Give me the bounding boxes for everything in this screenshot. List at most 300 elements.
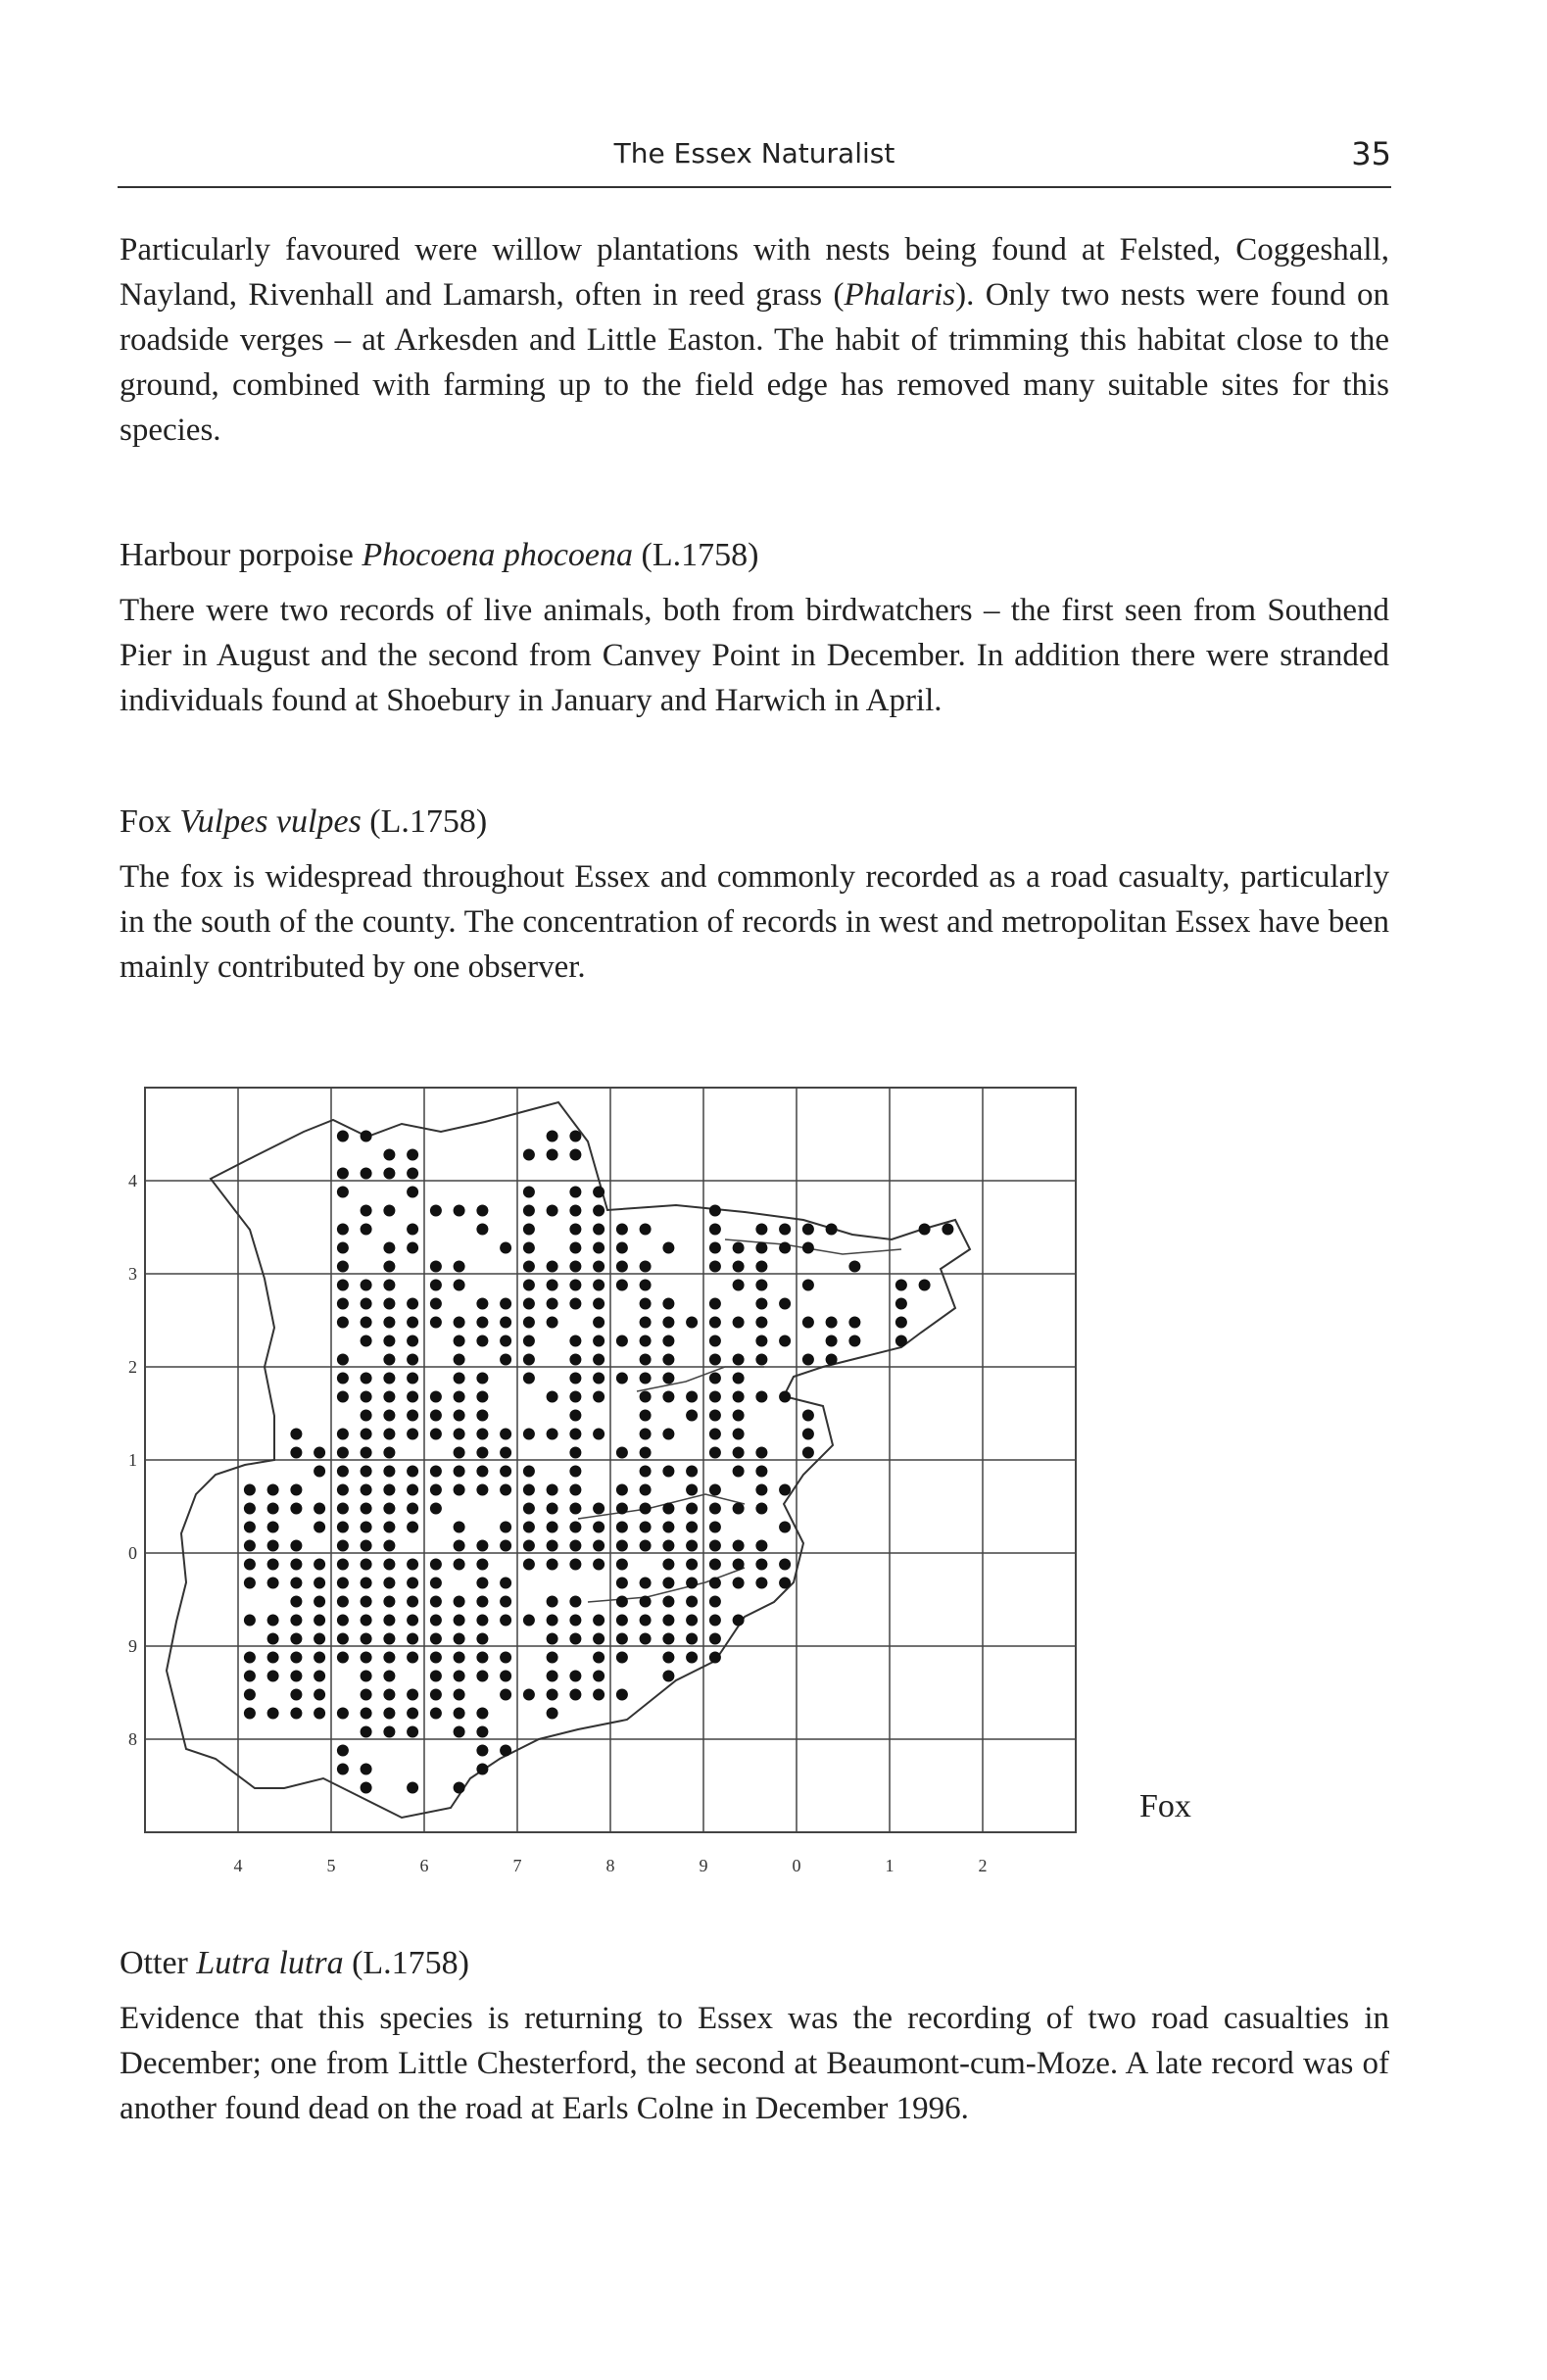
record-dot: [802, 1354, 814, 1366]
record-dot: [337, 1131, 349, 1142]
record-dot: [569, 1280, 581, 1291]
x-axis-label: 0: [792, 1856, 801, 1875]
record-dot: [616, 1447, 628, 1459]
record-dot: [500, 1484, 511, 1496]
heading-fox: [120, 803, 487, 841]
record-dot: [361, 1782, 372, 1794]
record-dot: [361, 1522, 372, 1533]
record-dot: [337, 1522, 349, 1533]
paragraph-harbour-porpoise: There were two records of live animals, both from birdwatchers – the first seen from Southend Pier in August and the second from Canvey Point in December. In addition there were stranded individuals found at Shoebury in January and Harwich in April.: [120, 593, 1389, 718]
heading-harbour-porpoise: [120, 537, 758, 574]
record-dot: [755, 1242, 767, 1254]
record-dot: [547, 1559, 558, 1571]
record-dot: [361, 1410, 372, 1422]
record-dot: [569, 1261, 581, 1273]
record-dot: [383, 1671, 395, 1682]
record-dot: [569, 1373, 581, 1384]
record-dot: [361, 1540, 372, 1552]
record-dot: [593, 1540, 604, 1552]
record-dot: [686, 1391, 698, 1403]
record-dot: [314, 1578, 325, 1589]
record-dot: [779, 1484, 791, 1496]
record-dot: [383, 1391, 395, 1403]
x-axis-label: 5: [326, 1856, 336, 1875]
record-dot: [733, 1410, 745, 1422]
record-dot: [593, 1615, 604, 1627]
record-dot: [640, 1540, 652, 1552]
record-dot: [267, 1708, 279, 1720]
record-dot: [361, 1689, 372, 1701]
record-dot: [430, 1391, 442, 1403]
record-dot: [361, 1205, 372, 1217]
record-dot: [662, 1317, 674, 1329]
record-dot: [267, 1652, 279, 1664]
record-dot: [383, 1298, 395, 1310]
record-dot: [407, 1224, 418, 1236]
record-dot: [709, 1242, 721, 1254]
record-dot: [361, 1447, 372, 1459]
record-dot: [755, 1503, 767, 1515]
record-dot: [454, 1280, 465, 1291]
estuary-line: [637, 1367, 764, 1391]
heading-scientific-name: Vulpes vulpes: [179, 803, 362, 840]
record-dot: [430, 1317, 442, 1329]
record-dot: [662, 1429, 674, 1440]
record-dot: [454, 1652, 465, 1664]
record-dot: [733, 1429, 745, 1440]
record-dot: [476, 1429, 488, 1440]
record-dot: [337, 1503, 349, 1515]
record-dot: [593, 1391, 604, 1403]
record-dot: [569, 1187, 581, 1198]
record-dot: [361, 1596, 372, 1608]
record-dot: [337, 1708, 349, 1720]
intro-text-2: ). Only two nests were found on roadside verges – at Arkesden and Little Easton. The habit of trimming this habitat close to the ground, combined with farming up to the field edge has removed many suitable sites for this species.: [120, 277, 1389, 448]
record-dot: [407, 1782, 418, 1794]
record-dot: [616, 1373, 628, 1384]
record-dot: [407, 1522, 418, 1533]
record-dot: [314, 1503, 325, 1515]
record-dot: [454, 1633, 465, 1645]
record-dot: [755, 1391, 767, 1403]
record-dot: [454, 1484, 465, 1496]
y-axis-label: 1: [128, 1450, 137, 1470]
record-dot: [709, 1484, 721, 1496]
record-dot: [733, 1447, 745, 1459]
record-dot: [383, 1484, 395, 1496]
record-dot: [361, 1298, 372, 1310]
record-dot: [407, 1336, 418, 1347]
record-dot: [454, 1615, 465, 1627]
record-dot: [662, 1540, 674, 1552]
record-dot: [407, 1410, 418, 1422]
record-dot: [430, 1280, 442, 1291]
record-dot: [383, 1354, 395, 1366]
record-dot: [616, 1689, 628, 1701]
record-dot: [430, 1708, 442, 1720]
record-dot: [337, 1578, 349, 1589]
record-dot: [383, 1633, 395, 1645]
record-dot: [616, 1224, 628, 1236]
record-dot: [337, 1317, 349, 1329]
record-dot: [547, 1540, 558, 1552]
record-dot: [500, 1745, 511, 1757]
record-dot: [430, 1410, 442, 1422]
record-dot: [569, 1298, 581, 1310]
record-dot: [500, 1615, 511, 1627]
record-dot: [337, 1391, 349, 1403]
record-dot: [662, 1242, 674, 1254]
record-dot: [337, 1429, 349, 1440]
record-dot: [547, 1131, 558, 1142]
record-dot: [523, 1466, 535, 1478]
record-dot: [244, 1503, 256, 1515]
record-dot: [383, 1261, 395, 1273]
record-dot: [290, 1578, 302, 1589]
record-dot: [709, 1429, 721, 1440]
record-dot: [383, 1559, 395, 1571]
running-title: The Essex Naturalist: [613, 137, 895, 170]
record-dot: [454, 1354, 465, 1366]
record-dot: [616, 1615, 628, 1627]
record-dot: [826, 1224, 838, 1236]
record-dot: [779, 1578, 791, 1589]
record-dot: [662, 1578, 674, 1589]
record-dot: [290, 1615, 302, 1627]
record-dot: [593, 1633, 604, 1645]
record-dot: [383, 1652, 395, 1664]
record-dot: [802, 1280, 814, 1291]
record-dot: [593, 1187, 604, 1198]
record-dot: [547, 1503, 558, 1515]
record-dot: [569, 1671, 581, 1682]
record-dot: [430, 1689, 442, 1701]
record-dot: [569, 1559, 581, 1571]
record-dot: [500, 1429, 511, 1440]
record-dot: [523, 1354, 535, 1366]
record-dot: [709, 1205, 721, 1217]
record-dot: [755, 1224, 767, 1236]
record-dot: [569, 1205, 581, 1217]
record-dot: [407, 1149, 418, 1161]
record-dot: [826, 1354, 838, 1366]
record-dot: [593, 1429, 604, 1440]
record-dot: [662, 1596, 674, 1608]
record-dot: [407, 1708, 418, 1720]
record-dot: [244, 1652, 256, 1664]
record-dot: [244, 1484, 256, 1496]
record-dot: [454, 1391, 465, 1403]
record-dot: [383, 1578, 395, 1589]
record-dot: [709, 1354, 721, 1366]
record-dot: [569, 1410, 581, 1422]
record-dot: [407, 1391, 418, 1403]
record-dot: [290, 1503, 302, 1515]
x-axis-label: 6: [419, 1856, 429, 1875]
record-dot: [662, 1633, 674, 1645]
x-axis-label: 4: [233, 1856, 243, 1875]
record-dot: [895, 1298, 907, 1310]
record-dot: [523, 1242, 535, 1254]
record-dot: [686, 1317, 698, 1329]
record-dot: [640, 1391, 652, 1403]
record-dot: [267, 1671, 279, 1682]
record-dot: [383, 1503, 395, 1515]
record-dot: [476, 1336, 488, 1347]
record-dot: [547, 1205, 558, 1217]
record-dot: [686, 1559, 698, 1571]
record-dot: [593, 1261, 604, 1273]
y-axis-label: 0: [128, 1543, 137, 1563]
record-dot: [383, 1615, 395, 1627]
heading-scientific-name: Phocoena phocoena: [362, 537, 634, 573]
record-dot: [523, 1559, 535, 1571]
record-dot: [454, 1522, 465, 1533]
record-dot: [383, 1317, 395, 1329]
record-dot: [942, 1224, 953, 1236]
record-dot: [383, 1410, 395, 1422]
record-dot: [500, 1354, 511, 1366]
record-dot: [523, 1261, 535, 1273]
record-dot: [314, 1559, 325, 1571]
record-dot: [616, 1261, 628, 1273]
record-dot: [500, 1652, 511, 1664]
record-dot: [593, 1224, 604, 1236]
record-dot: [476, 1708, 488, 1720]
record-dot: [430, 1633, 442, 1645]
record-dot: [569, 1224, 581, 1236]
record-dot: [476, 1633, 488, 1645]
y-axis-label: 4: [128, 1171, 137, 1190]
y-axis-label: 2: [128, 1357, 137, 1377]
record-dot: [569, 1633, 581, 1645]
record-dot: [709, 1261, 721, 1273]
record-dot: [454, 1205, 465, 1217]
record-dot: [569, 1447, 581, 1459]
record-dot: [454, 1559, 465, 1571]
record-dot: [755, 1447, 767, 1459]
record-dot: [407, 1633, 418, 1645]
record-dot: [686, 1652, 698, 1664]
record-dot: [407, 1373, 418, 1384]
record-dot: [476, 1578, 488, 1589]
record-dot: [383, 1708, 395, 1720]
record-dot: [709, 1336, 721, 1347]
record-dot: [547, 1652, 558, 1664]
record-dot: [454, 1466, 465, 1478]
record-dot: [640, 1615, 652, 1627]
record-dot: [407, 1242, 418, 1254]
record-dot: [895, 1280, 907, 1291]
record-dot: [616, 1652, 628, 1664]
record-dot: [616, 1633, 628, 1645]
record-dot: [826, 1317, 838, 1329]
record-dot: [755, 1317, 767, 1329]
record-dot: [686, 1484, 698, 1496]
record-dot: [290, 1429, 302, 1440]
record-dot: [314, 1633, 325, 1645]
record-dot: [547, 1391, 558, 1403]
record-dot: [476, 1671, 488, 1682]
record-dot: [826, 1336, 838, 1347]
record-dot: [640, 1503, 652, 1515]
record-dot: [267, 1484, 279, 1496]
record-dot: [662, 1373, 674, 1384]
record-dot: [314, 1522, 325, 1533]
record-dot: [662, 1298, 674, 1310]
record-dot: [569, 1391, 581, 1403]
distribution-map: [118, 1073, 1097, 1876]
record-dot: [476, 1317, 488, 1329]
record-dot: [593, 1671, 604, 1682]
record-dot: [523, 1298, 535, 1310]
record-dot: [569, 1615, 581, 1627]
record-dot: [430, 1484, 442, 1496]
record-dot: [430, 1615, 442, 1627]
record-dot: [476, 1391, 488, 1403]
record-dot: [476, 1447, 488, 1459]
record-dot: [616, 1280, 628, 1291]
record-dot: [640, 1447, 652, 1459]
y-axis-label: 9: [128, 1636, 137, 1656]
heading-authority: (L.1758): [361, 803, 488, 840]
record-dot: [500, 1336, 511, 1347]
record-dot: [361, 1578, 372, 1589]
record-dot: [244, 1578, 256, 1589]
record-dot: [337, 1615, 349, 1627]
record-dot: [569, 1522, 581, 1533]
record-dot: [500, 1522, 511, 1533]
record-dot: [593, 1522, 604, 1533]
record-dot: [361, 1633, 372, 1645]
record-dot: [454, 1373, 465, 1384]
record-dot: [383, 1242, 395, 1254]
record-dot: [314, 1708, 325, 1720]
record-dot: [547, 1522, 558, 1533]
record-dot: [779, 1559, 791, 1571]
record-dot: [640, 1633, 652, 1645]
record-dot: [407, 1466, 418, 1478]
record-dot: [337, 1540, 349, 1552]
x-axis-label: 2: [978, 1856, 988, 1875]
record-dot: [383, 1280, 395, 1291]
record-dot: [523, 1484, 535, 1496]
record-dot: [569, 1540, 581, 1552]
intro-text-1: Particularly favoured were willow plantations with nests being found at Felsted, Coggeshall, Nayland, Rivenhall and Lamarsh, often in reed grass (: [120, 232, 1389, 313]
record-dot: [640, 1373, 652, 1384]
record-dot: [616, 1503, 628, 1515]
record-dot: [361, 1708, 372, 1720]
record-dot: [662, 1466, 674, 1478]
record-dot: [337, 1596, 349, 1608]
record-dot: [640, 1578, 652, 1589]
record-dot: [407, 1726, 418, 1738]
record-dot: [755, 1298, 767, 1310]
record-dot: [709, 1522, 721, 1533]
record-dot: [593, 1373, 604, 1384]
x-axis-label: 8: [605, 1856, 615, 1875]
record-dot: [662, 1503, 674, 1515]
record-dot: [361, 1317, 372, 1329]
record-dot: [383, 1447, 395, 1459]
record-dot: [802, 1317, 814, 1329]
record-dot: [709, 1410, 721, 1422]
record-dot: [755, 1261, 767, 1273]
record-dot: [314, 1689, 325, 1701]
record-dot: [244, 1615, 256, 1627]
record-dot: [640, 1280, 652, 1291]
record-dot: [547, 1317, 558, 1329]
record-dot: [686, 1522, 698, 1533]
record-dot: [709, 1224, 721, 1236]
record-dot: [616, 1559, 628, 1571]
record-dot: [267, 1633, 279, 1645]
record-dot: [616, 1578, 628, 1589]
record-dot: [733, 1578, 745, 1589]
record-dot: [733, 1559, 745, 1571]
record-dot: [779, 1336, 791, 1347]
record-dot: [593, 1205, 604, 1217]
record-dot: [383, 1168, 395, 1180]
record-dot: [569, 1354, 581, 1366]
record-dot: [430, 1466, 442, 1478]
record-dot: [779, 1522, 791, 1533]
record-dot: [755, 1578, 767, 1589]
record-dot: [290, 1708, 302, 1720]
record-dot: [244, 1540, 256, 1552]
record-dot: [337, 1280, 349, 1291]
record-dot: [290, 1652, 302, 1664]
record-dot: [547, 1429, 558, 1440]
record-dot: [290, 1689, 302, 1701]
record-dot: [709, 1317, 721, 1329]
record-dot: [547, 1708, 558, 1720]
record-dot: [337, 1559, 349, 1571]
record-dot: [314, 1615, 325, 1627]
record-dot: [500, 1447, 511, 1459]
record-dot: [430, 1596, 442, 1608]
record-dot: [337, 1373, 349, 1384]
record-dot: [709, 1652, 721, 1664]
record-dot: [244, 1689, 256, 1701]
record-dot: [361, 1280, 372, 1291]
record-dot: [709, 1391, 721, 1403]
record-dot: [500, 1540, 511, 1552]
record-dot: [454, 1708, 465, 1720]
record-dot: [593, 1298, 604, 1310]
record-dot: [802, 1447, 814, 1459]
record-dot: [244, 1708, 256, 1720]
record-dot: [290, 1540, 302, 1552]
record-dot: [407, 1578, 418, 1589]
record-dot: [430, 1503, 442, 1515]
record-dot: [290, 1484, 302, 1496]
record-dot: [895, 1336, 907, 1347]
record-dot: [686, 1503, 698, 1515]
record-dot: [407, 1615, 418, 1627]
record-dot: [523, 1187, 535, 1198]
heading-scientific-name: Lutra lutra: [196, 1945, 344, 1981]
record-dot: [616, 1242, 628, 1254]
record-dot: [476, 1484, 488, 1496]
record-dot: [662, 1615, 674, 1627]
record-dot: [290, 1447, 302, 1459]
record-dot: [640, 1354, 652, 1366]
record-dot: [547, 1280, 558, 1291]
record-dot: [267, 1522, 279, 1533]
record-dot: [523, 1429, 535, 1440]
record-dot: [337, 1633, 349, 1645]
